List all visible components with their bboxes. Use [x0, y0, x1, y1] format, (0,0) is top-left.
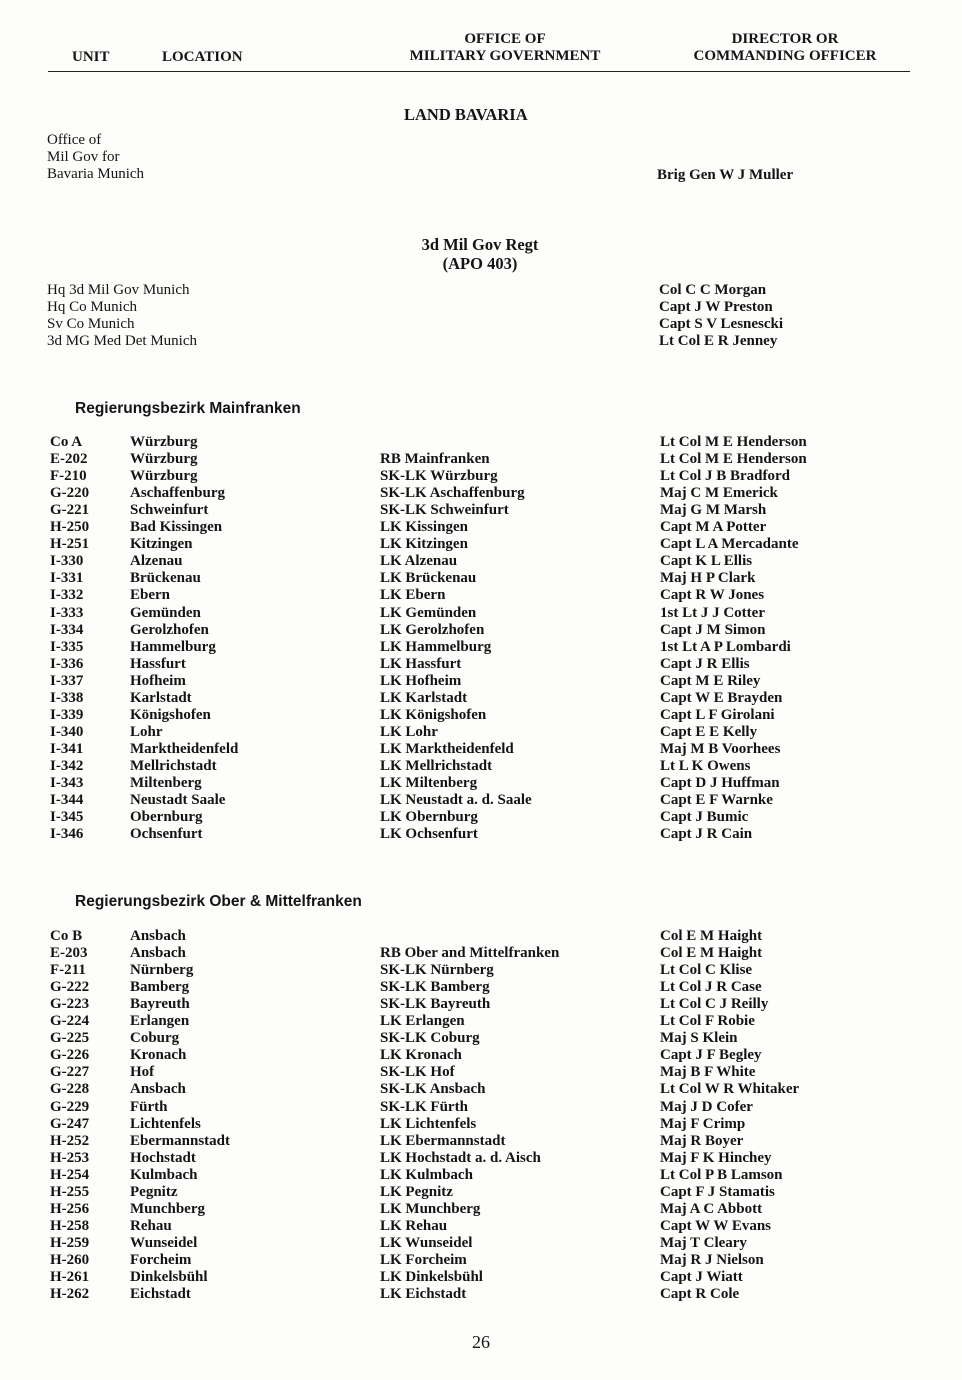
location-cell: Gemünden	[130, 605, 201, 621]
unit-cell: Co B	[50, 928, 83, 944]
location-cell: Kronach	[130, 1047, 187, 1063]
unit-cell: I-342	[50, 758, 84, 774]
director-cell: Lt Col F Robie	[660, 1013, 755, 1029]
location-cell: Würzburg	[130, 434, 198, 450]
regiment-officer: Capt J W Preston	[659, 299, 773, 315]
office-cell: LK Lohr	[380, 724, 438, 740]
table-row	[0, 639, 962, 656]
table-row	[0, 1133, 962, 1150]
office-cell: LK Königshofen	[380, 707, 487, 723]
office-bavaria-director: Brig Gen W J Muller	[657, 167, 794, 183]
table-row	[0, 1150, 962, 1167]
office-cell: LK Miltenberg	[380, 775, 478, 791]
header-office	[390, 31, 620, 65]
location-cell: Ansbach	[130, 945, 186, 961]
header-location: LOCATION	[162, 49, 243, 65]
table-row	[0, 979, 962, 996]
location-cell: Bayreuth	[130, 996, 190, 1012]
unit-cell: H-262	[50, 1286, 90, 1302]
location-cell: Erlangen	[130, 1013, 190, 1029]
unit-cell: I-340	[50, 724, 84, 740]
unit-cell: I-335	[50, 639, 84, 655]
unit-cell: H-251	[50, 536, 90, 552]
director-cell: Capt J M Simon	[660, 622, 766, 638]
director-cell: Capt J Wiatt	[660, 1269, 743, 1285]
director-cell: Lt Col C J Reilly	[660, 996, 769, 1012]
unit-cell: H-259	[50, 1235, 90, 1251]
unit-cell: H-256	[50, 1201, 90, 1217]
location-cell: Fürth	[130, 1099, 168, 1115]
office-cell: LK Forcheim	[380, 1252, 467, 1268]
regiment-title	[384, 235, 576, 273]
location-cell: Ansbach	[130, 928, 186, 944]
table-row	[0, 502, 962, 519]
table-row	[0, 690, 962, 707]
office-cell: LK Ebern	[380, 587, 446, 603]
unit-cell: I-334	[50, 622, 84, 638]
regiment-unit: 3d MG Med Det Munich	[47, 333, 197, 349]
office-cell: LK Rehau	[380, 1218, 448, 1234]
unit-cell: I-337	[50, 673, 84, 689]
office-bavaria-line: Office of	[47, 132, 102, 148]
table-row	[0, 673, 962, 690]
table-row	[0, 1235, 962, 1252]
page-number: 26	[472, 1332, 490, 1352]
location-cell: Hochstadt	[130, 1150, 196, 1166]
table-row	[0, 1116, 962, 1133]
director-cell: Capt L A Mercadante	[660, 536, 799, 552]
location-cell: Obernburg	[130, 809, 203, 825]
director-cell: Capt L F Girolani	[660, 707, 775, 723]
unit-cell: G-225	[50, 1030, 90, 1046]
location-cell: Munchberg	[130, 1201, 205, 1217]
unit-cell: I-336	[50, 656, 84, 672]
office-cell: SK-LK Ansbach	[380, 1081, 486, 1097]
director-cell: Capt R W Jones	[660, 587, 765, 603]
table-row	[0, 622, 962, 639]
header-rule	[48, 71, 910, 72]
director-cell: Maj A C Abbott	[660, 1201, 763, 1217]
regiment-title-line1: 3d Mil Gov Regt	[421, 235, 539, 254]
location-cell: Forcheim	[130, 1252, 192, 1268]
table-row	[0, 553, 962, 570]
header-unit: UNIT	[72, 49, 110, 65]
table-row	[0, 928, 962, 945]
regiment-units	[47, 282, 197, 350]
director-cell: Lt Col P B Lamson	[660, 1167, 783, 1183]
location-cell: Königshofen	[130, 707, 211, 723]
office-cell: LK Kronach	[380, 1047, 462, 1063]
table-row	[0, 741, 962, 758]
location-cell: Würzburg	[130, 468, 198, 484]
location-cell: Rehau	[130, 1218, 172, 1234]
table-row	[0, 451, 962, 468]
director-cell: Maj F Crimp	[660, 1116, 746, 1132]
header-director-line2: COMMANDING OFFICER	[693, 48, 877, 64]
location-cell: Aschaffenburg	[130, 485, 226, 501]
regiment-officer: Lt Col E R Jenney	[659, 333, 778, 349]
table-row	[0, 1184, 962, 1201]
director-cell: Capt R Cole	[660, 1286, 740, 1302]
office-cell: LK Kissingen	[380, 519, 468, 535]
office-cell: LK Gerolzhofen	[380, 622, 485, 638]
table-row	[0, 434, 962, 451]
office-cell: LK Obernburg	[380, 809, 478, 825]
director-cell: Capt E E Kelly	[660, 724, 758, 740]
unit-cell: I-330	[50, 553, 84, 569]
unit-cell: F-210	[50, 468, 87, 484]
location-cell: Mellrichstadt	[130, 758, 217, 774]
location-cell: Hofheim	[130, 673, 186, 689]
office-cell: LK Erlangen	[380, 1013, 465, 1029]
office-cell: LK Hofheim	[380, 673, 462, 689]
office-cell: LK Munchberg	[380, 1201, 481, 1217]
office-cell: LK Kulmbach	[380, 1167, 473, 1183]
director-cell: Capt J R Cain	[660, 826, 753, 842]
section-title-mainfranken: Regierungsbezirk Mainfranken	[75, 400, 301, 417]
unit-cell: G-222	[50, 979, 90, 995]
office-cell: LK Lichtenfels	[380, 1116, 477, 1132]
location-cell: Ochsenfurt	[130, 826, 203, 842]
location-cell: Hassfurt	[130, 656, 186, 672]
unit-cell: H-252	[50, 1133, 90, 1149]
table-row	[0, 1030, 962, 1047]
location-cell: Kitzingen	[130, 536, 193, 552]
table-row	[0, 1286, 962, 1303]
header-office-line1: OFFICE OF	[464, 31, 546, 47]
location-cell: Gerolzhofen	[130, 622, 209, 638]
table-row	[0, 519, 962, 536]
table-row	[0, 1269, 962, 1286]
table-row	[0, 1047, 962, 1064]
director-cell: Capt M A Potter	[660, 519, 767, 535]
director-cell: 1st Lt J J Cotter	[660, 605, 765, 621]
unit-cell: H-250	[50, 519, 90, 535]
director-cell: Maj B F White	[660, 1064, 756, 1080]
director-cell: Lt Col M E Henderson	[660, 434, 807, 450]
location-cell: Ebern	[130, 587, 171, 603]
location-cell: Hammelburg	[130, 639, 216, 655]
table-row	[0, 1064, 962, 1081]
table-row	[0, 775, 962, 792]
unit-cell: I-345	[50, 809, 84, 825]
director-cell: Capt D J Huffman	[660, 775, 780, 791]
table-row	[0, 1013, 962, 1030]
director-cell: Maj M B Voorhees	[660, 741, 781, 757]
table-row	[0, 962, 962, 979]
unit-cell: H-260	[50, 1252, 90, 1268]
director-cell: Lt Col J R Case	[660, 979, 762, 995]
director-cell: Col E M Haight	[660, 928, 763, 944]
director-cell: Capt J R Ellis	[660, 656, 750, 672]
office-cell: LK Wunseidel	[380, 1235, 473, 1251]
office-cell: SK-LK Bamberg	[380, 979, 490, 995]
office-bavaria-line: Bavaria Munich	[47, 166, 145, 182]
director-cell: Maj S Klein	[660, 1030, 738, 1046]
director-cell: Maj R Boyer	[660, 1133, 744, 1149]
office-cell: SK-LK Würzburg	[380, 468, 498, 484]
location-cell: Dinkelsbühl	[130, 1269, 208, 1285]
table-row	[0, 996, 962, 1013]
location-cell: Karlstadt	[130, 690, 192, 706]
unit-cell: G-223	[50, 996, 90, 1012]
table-row	[0, 485, 962, 502]
location-cell: Nürnberg	[130, 962, 194, 978]
office-cell: LK Gemünden	[380, 605, 477, 621]
location-cell: Ansbach	[130, 1081, 186, 1097]
location-cell: Schweinfurt	[130, 502, 209, 518]
unit-cell: Co A	[50, 434, 83, 450]
director-cell: Capt W E Brayden	[660, 690, 783, 706]
director-cell: Maj H P Clark	[660, 570, 756, 586]
office-cell: SK-LK Coburg	[380, 1030, 480, 1046]
location-cell: Marktheidenfeld	[130, 741, 239, 757]
director-cell: Maj F K Hinchey	[660, 1150, 772, 1166]
office-cell: LK Mellrichstadt	[380, 758, 493, 774]
director-cell: Lt Col J B Bradford	[660, 468, 791, 484]
table-row	[0, 1167, 962, 1184]
table-row	[0, 1099, 962, 1116]
office-cell: LK Hammelburg	[380, 639, 492, 655]
table-row	[0, 945, 962, 962]
office-bavaria-line: Mil Gov for	[47, 149, 120, 165]
director-cell: Lt Col M E Henderson	[660, 451, 807, 467]
table-row	[0, 707, 962, 724]
table-row	[0, 1218, 962, 1235]
header-office-line2: MILITARY GOVERNMENT	[409, 48, 601, 64]
office-cell: LK Hassfurt	[380, 656, 462, 672]
director-cell: Maj G M Marsh	[660, 502, 767, 518]
unit-cell: F-211	[50, 962, 86, 978]
regiment-officer: Capt S V Lesnescki	[659, 316, 784, 332]
director-cell: Maj C M Emerick	[660, 485, 778, 501]
location-cell: Lichtenfels	[130, 1116, 201, 1132]
director-cell: Capt E F Warnke	[660, 792, 773, 808]
office-cell: LK Alzenau	[380, 553, 458, 569]
director-cell: Maj J D Cofer	[660, 1099, 753, 1115]
office-cell: SK-LK Aschaffenburg	[380, 485, 525, 501]
unit-cell: G-221	[50, 502, 90, 518]
unit-cell: H-255	[50, 1184, 90, 1200]
unit-cell: I-341	[50, 741, 84, 757]
unit-cell: E-202	[50, 451, 88, 467]
unit-cell: G-228	[50, 1081, 90, 1097]
table-row	[0, 605, 962, 622]
unit-cell: H-258	[50, 1218, 90, 1234]
unit-cell: I-332	[50, 587, 84, 603]
office-cell: LK Neustadt a. d. Saale	[380, 792, 532, 808]
unit-cell: I-339	[50, 707, 84, 723]
header-director	[672, 31, 898, 65]
office-bavaria-block	[47, 132, 144, 183]
regiment-unit: Hq Co Munich	[47, 299, 137, 315]
location-cell: Brückenau	[130, 570, 201, 586]
location-cell: Miltenberg	[130, 775, 202, 791]
regiment-unit: Sv Co Munich	[47, 316, 135, 332]
unit-cell: G-227	[50, 1064, 90, 1080]
director-cell: Capt K L Ellis	[660, 553, 753, 569]
office-cell: SK-LK Nürnberg	[380, 962, 494, 978]
office-cell: RB Mainfranken	[380, 451, 490, 467]
office-cell: LK Brückenau	[380, 570, 477, 586]
location-cell: Pegnitz	[130, 1184, 178, 1200]
table-row	[0, 536, 962, 553]
director-cell: Maj T Cleary	[660, 1235, 747, 1251]
land-title: LAND BAVARIA	[404, 105, 528, 124]
office-cell: LK Kitzingen	[380, 536, 468, 552]
director-cell: Capt J Bumic	[660, 809, 749, 825]
office-cell: LK Ebermannstadt	[380, 1133, 506, 1149]
unit-cell: I-331	[50, 570, 84, 586]
office-cell: RB Ober and Mittelfranken	[380, 945, 560, 961]
unit-cell: I-346	[50, 826, 84, 842]
unit-cell: H-253	[50, 1150, 90, 1166]
regiment-title-line2: (APO 403)	[442, 254, 518, 273]
office-cell: SK-LK Hof	[380, 1064, 455, 1080]
regiment-officers	[659, 282, 783, 350]
director-cell: Maj R J Nielson	[660, 1252, 764, 1268]
director-cell: Capt F J Stamatis	[660, 1184, 775, 1200]
office-cell: LK Pegnitz	[380, 1184, 453, 1200]
unit-cell: H-261	[50, 1269, 90, 1285]
office-cell: LK Ochsenfurt	[380, 826, 478, 842]
table-row	[0, 826, 962, 843]
location-cell: Ebermannstadt	[130, 1133, 231, 1149]
table-row	[0, 758, 962, 775]
director-cell: Capt J F Begley	[660, 1047, 762, 1063]
location-cell: Hof	[130, 1064, 155, 1080]
office-cell: LK Dinkelsbühl	[380, 1269, 483, 1285]
table-row	[0, 809, 962, 826]
table-row	[0, 570, 962, 587]
section-title-ober-mittelfranken: Regierungsbezirk Ober & Mittelfranken	[75, 893, 362, 910]
office-cell: SK-LK Fürth	[380, 1099, 468, 1115]
table-row	[0, 656, 962, 673]
table-row	[0, 587, 962, 604]
director-cell: Capt W W Evans	[660, 1218, 772, 1234]
location-cell: Coburg	[130, 1030, 180, 1046]
unit-cell: G-229	[50, 1099, 90, 1115]
office-cell: LK Karlstadt	[380, 690, 468, 706]
location-cell: Wunseidel	[130, 1235, 198, 1251]
unit-cell: G-224	[50, 1013, 90, 1029]
location-cell: Neustadt Saale	[130, 792, 226, 808]
table-row	[0, 792, 962, 809]
location-cell: Kulmbach	[130, 1167, 198, 1183]
unit-cell: E-203	[50, 945, 88, 961]
table-row	[0, 1201, 962, 1218]
unit-cell: G-220	[50, 485, 90, 501]
unit-cell: I-344	[50, 792, 84, 808]
director-cell: Col E M Haight	[660, 945, 763, 961]
table-row	[0, 724, 962, 741]
office-cell: LK Hochstadt a. d. Aisch	[380, 1150, 541, 1166]
office-cell: SK-LK Schweinfurt	[380, 502, 509, 518]
director-cell: 1st Lt A P Lombardi	[660, 639, 791, 655]
office-cell: SK-LK Bayreuth	[380, 996, 491, 1012]
table-row	[0, 1081, 962, 1098]
unit-cell: H-254	[50, 1167, 90, 1183]
unit-cell: G-247	[50, 1116, 90, 1132]
unit-cell: G-226	[50, 1047, 90, 1063]
location-cell: Bamberg	[130, 979, 190, 995]
regiment-unit: Hq 3d Mil Gov Munich	[47, 282, 190, 298]
director-cell: Capt M E Riley	[660, 673, 761, 689]
location-cell: Lohr	[130, 724, 163, 740]
unit-cell: I-333	[50, 605, 84, 621]
office-cell: LK Eichstadt	[380, 1286, 467, 1302]
header-director-line1: DIRECTOR OR	[731, 31, 839, 47]
director-cell: Lt Col C Klise	[660, 962, 753, 978]
location-cell: Würzburg	[130, 451, 198, 467]
location-cell: Eichstadt	[130, 1286, 191, 1302]
unit-cell: I-343	[50, 775, 84, 791]
office-cell: LK Marktheidenfeld	[380, 741, 514, 757]
unit-cell: I-338	[50, 690, 84, 706]
director-cell: Lt Col W R Whitaker	[660, 1081, 800, 1097]
location-cell: Bad Kissingen	[130, 519, 223, 535]
location-cell: Alzenau	[130, 553, 183, 569]
regiment-officer: Col C C Morgan	[659, 282, 767, 298]
table-row	[0, 1252, 962, 1269]
table-row	[0, 468, 962, 485]
director-cell: Lt L K Owens	[660, 758, 751, 774]
